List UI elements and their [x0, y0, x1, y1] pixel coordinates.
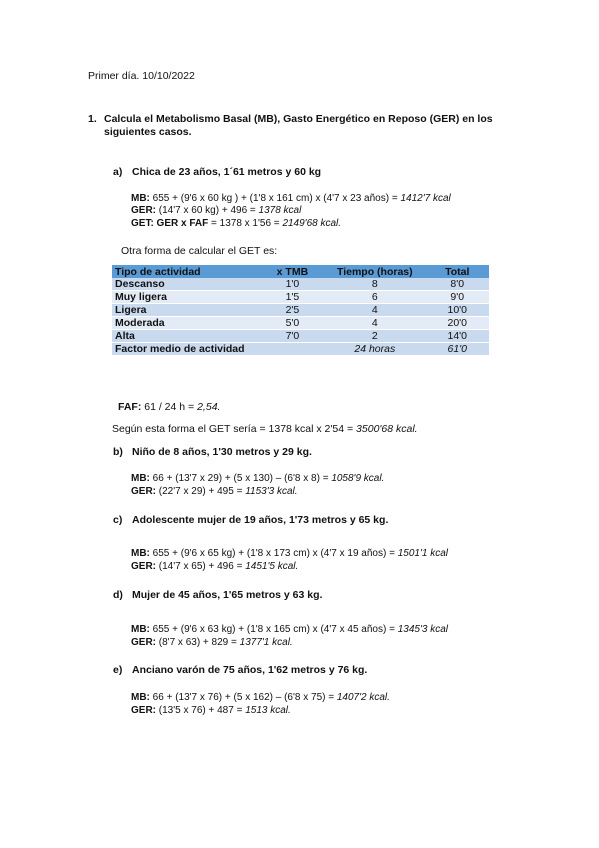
case-c-mb-line	[131, 548, 448, 559]
mb-label: MB:	[131, 473, 150, 484]
mb-result: 1412'7 kcal	[400, 193, 451, 204]
table-cell: 20'0	[426, 317, 489, 330]
table-cell: 1'5	[261, 291, 324, 304]
get-formula: = 1378 x 1'56 =	[208, 218, 283, 229]
mb-label: MB:	[131, 193, 150, 204]
case-c-ger-line	[131, 561, 298, 572]
faf-formula: 61 / 24 h =	[141, 401, 198, 413]
table-cell: 6	[324, 291, 425, 304]
table-row	[112, 278, 489, 291]
question-line-1: Calcula el Metabolismo Basal (MB), Gasto Energético en Reposo (GER) en los	[104, 113, 493, 125]
faf-label: FAF:	[118, 401, 142, 413]
mb-label: MB:	[131, 624, 150, 635]
case-b-ger-line	[131, 486, 298, 497]
table-total-row	[112, 343, 489, 356]
case-d-ger-line	[131, 637, 293, 648]
case-c-marker: c)	[113, 514, 123, 526]
table-cell: 61'0	[426, 343, 489, 356]
mb-formula: 655 + (9'6 x 63 kg) + (1'8 x 165 cm) x (4'7 x 45 años) =	[149, 624, 398, 635]
case-d-title: Mujer de 45 años, 1'65 metros y 63 kg.	[132, 589, 323, 601]
mb-formula: 655 + (9'6 x 60 kg ) + (1'8 x 161 cm) x (4'7 x 23 años) =	[149, 193, 401, 204]
case-a-get-line	[131, 218, 341, 229]
table-cell: 9'0	[426, 291, 489, 304]
mb-result: 1501'1 kcal	[397, 548, 448, 559]
ger-label: GER:	[131, 637, 156, 648]
table-cell: Muy ligera	[112, 291, 261, 304]
case-a-title: Chica de 23 años, 1´61 metros y 60 kg	[132, 166, 322, 178]
case-b-title: Niño de 8 años, 1'30 metros y 29 kg.	[132, 446, 312, 458]
ger-label: GER:	[131, 486, 156, 497]
mb-result: 1407'2 kcal.	[336, 692, 390, 703]
ger-formula: (14'7 x 65) + 496 =	[156, 561, 246, 572]
table-cell: 14'0	[426, 330, 489, 343]
faf-line	[118, 401, 220, 413]
case-e-marker: e)	[113, 664, 123, 676]
table-row	[112, 291, 489, 304]
mb-formula: 66 + (13'7 x 29) + (5 x 130) – (6'8 x 8) =	[149, 473, 332, 484]
ger-formula: (22'7 x 29) + 495 =	[156, 486, 246, 497]
mb-label: MB:	[131, 548, 150, 559]
case-e-title: Anciano varón de 75 años, 1'62 metros y 76 kg.	[132, 664, 368, 676]
ger-result: 1378 kcal	[258, 205, 302, 216]
question-line-2: siguientes casos.	[104, 126, 192, 138]
question-number: 1.	[88, 113, 97, 125]
mb-result: 1345'3 kcal	[397, 624, 448, 635]
case-b-mb-line	[131, 473, 384, 484]
ger-formula: (14'7 x 60 kg) + 496 =	[156, 205, 259, 216]
case-e-ger-line	[131, 705, 291, 716]
case-a-marker: a)	[113, 166, 123, 178]
table-cell: 1'0	[261, 278, 324, 291]
table-cell: Descanso	[112, 278, 261, 291]
table-header-row	[112, 265, 489, 278]
table-cell: 4	[324, 317, 425, 330]
activity-table	[112, 265, 489, 356]
mb-label: MB:	[131, 692, 150, 703]
mb-formula: 655 + (9'6 x 65 kg) + (1'8 x 173 cm) x (4'7 x 19 años) =	[149, 548, 398, 559]
date-line: Primer día. 10/10/2022	[88, 70, 195, 82]
table-cell: 10'0	[426, 304, 489, 317]
table-header-cell: Tipo de actividad	[112, 265, 261, 278]
case-a-ger-line	[131, 205, 301, 216]
mb-formula: 66 + (13'7 x 76) + (5 x 162) – (6'8 x 75) =	[149, 692, 337, 703]
segun-result: 3500'68 kcal.	[356, 423, 418, 435]
table-cell	[261, 343, 324, 356]
table-cell: Alta	[112, 330, 261, 343]
case-e-mb-line	[131, 692, 390, 703]
table-cell: Ligera	[112, 304, 261, 317]
ger-result: 1513 kcal.	[245, 705, 291, 716]
ger-formula: (13'5 x 76) + 487 =	[156, 705, 246, 716]
other-way-text: Otra forma de calcular el GET es:	[121, 245, 278, 257]
table-row	[112, 317, 489, 330]
table-row	[112, 330, 489, 343]
table-cell: Factor medio de actividad	[112, 343, 261, 356]
table-cell: 2	[324, 330, 425, 343]
ger-label: GER:	[131, 561, 156, 572]
get-label: GET: GER x FAF	[131, 218, 209, 229]
table-cell: 8'0	[426, 278, 489, 291]
case-a-mb-line	[131, 193, 451, 204]
case-c-title: Adolescente mujer de 19 años, 1'73 metros y 65 kg.	[132, 514, 389, 526]
table-row	[112, 304, 489, 317]
ger-result: 1377'1 kcal.	[239, 637, 293, 648]
table-header-cell: x TMB	[261, 265, 324, 278]
mb-result: 1058'9 kcal.	[331, 473, 385, 484]
case-d-mb-line	[131, 624, 448, 635]
case-d-marker: d)	[113, 589, 123, 601]
get-result: 2149'68 kcal.	[282, 218, 342, 229]
table-cell: Moderada	[112, 317, 261, 330]
ger-formula: (8'7 x 63) + 829 =	[156, 637, 240, 648]
segun-text: Según esta forma el GET sería = 1378 kcal x 2'54 =	[112, 423, 357, 435]
case-b-marker: b)	[113, 446, 123, 458]
segun-line	[112, 423, 418, 435]
faf-result: 2,54.	[197, 401, 221, 413]
table-header-cell: Tiempo (horas)	[324, 265, 425, 278]
table-cell: 7'0	[261, 330, 324, 343]
table-cell: 4	[324, 304, 425, 317]
ger-result: 1153'3 kcal.	[245, 486, 298, 497]
table-header-cell: Total	[426, 265, 489, 278]
ger-label: GER:	[131, 705, 156, 716]
table-cell: 24 horas	[324, 343, 425, 356]
ger-label: GER:	[131, 205, 156, 216]
table-cell: 5'0	[261, 317, 324, 330]
table-cell: 2'5	[261, 304, 324, 317]
ger-result: 1451'5 kcal.	[245, 561, 299, 572]
table-cell: 8	[324, 278, 425, 291]
